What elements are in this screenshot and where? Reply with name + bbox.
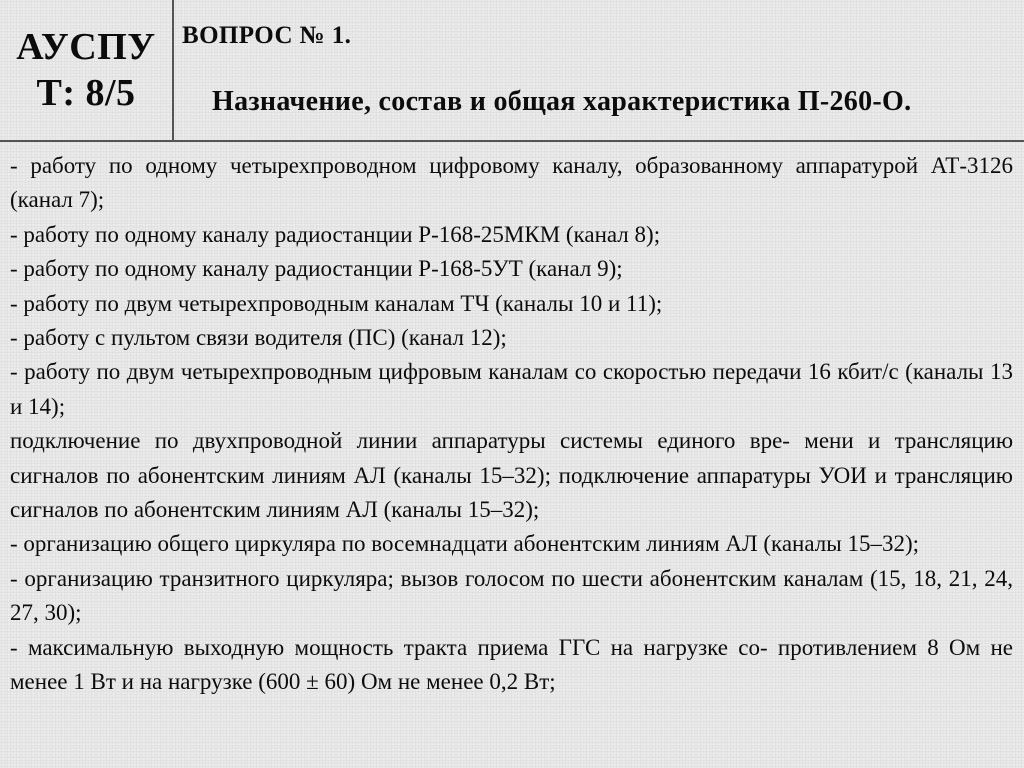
list-item: - максимальную выходную мощность тракта приема ГГС на нагрузке со- противлением 8 Ом не менее 1 Вт и на нагрузке (600 ± 60) Ом не менее 0,2 Вт; bbox=[10, 634, 1013, 695]
list-item: - работу по одному каналу радиостанции Р-168-25МКМ (канал 8); bbox=[10, 221, 661, 247]
list-item: - работу по двум четырехпроводным каналам ТЧ (каналы 10 и 11); bbox=[10, 290, 663, 316]
list-item: подключение по двухпроводной линии аппаратуры системы единого вре- мени и трансляцию сигналов по абонентским линиям АЛ (каналы 15–32); подключение аппаратуры УОИ и трансляцию сигналов по абонентским линиям АЛ (каналы 15–32); bbox=[10, 428, 1013, 523]
question-title: Назначение, состав и общая характеристика П-260-О. bbox=[212, 86, 912, 117]
course-code: АУСПУ bbox=[16, 26, 156, 68]
list-item: - работу по двум четырехпроводным цифровым каналам со скоростью передачи 16 кбит/с (каналы 13 и 14); bbox=[10, 359, 1013, 419]
slide-body bbox=[10, 149, 1013, 700]
list-item: - работу по одному четырехпроводном цифровому каналу, образованному аппаратурой АТ-3126 (канал 7); bbox=[10, 153, 1013, 213]
list-item: - организацию общего циркуляра по восемнадцати абонентским линиям АЛ (каналы 15–32); bbox=[10, 531, 920, 557]
topic-number: Т: 8/5 bbox=[36, 72, 136, 114]
course-code-box bbox=[0, 0, 174, 140]
list-item: - организацию транзитного циркуляра; вызов голосом по шести абонентским каналам (15, 18, 21, 24, 27, 30); bbox=[10, 565, 1013, 626]
list-item: - работу по одному каналу радиостанции Р-168-5УТ (канал 9); bbox=[10, 256, 623, 282]
question-number: ВОПРОС № 1. bbox=[182, 22, 352, 49]
slide-header bbox=[0, 0, 1024, 142]
list-item: - работу с пультом связи водителя (ПС) (канал 12); bbox=[10, 325, 507, 351]
